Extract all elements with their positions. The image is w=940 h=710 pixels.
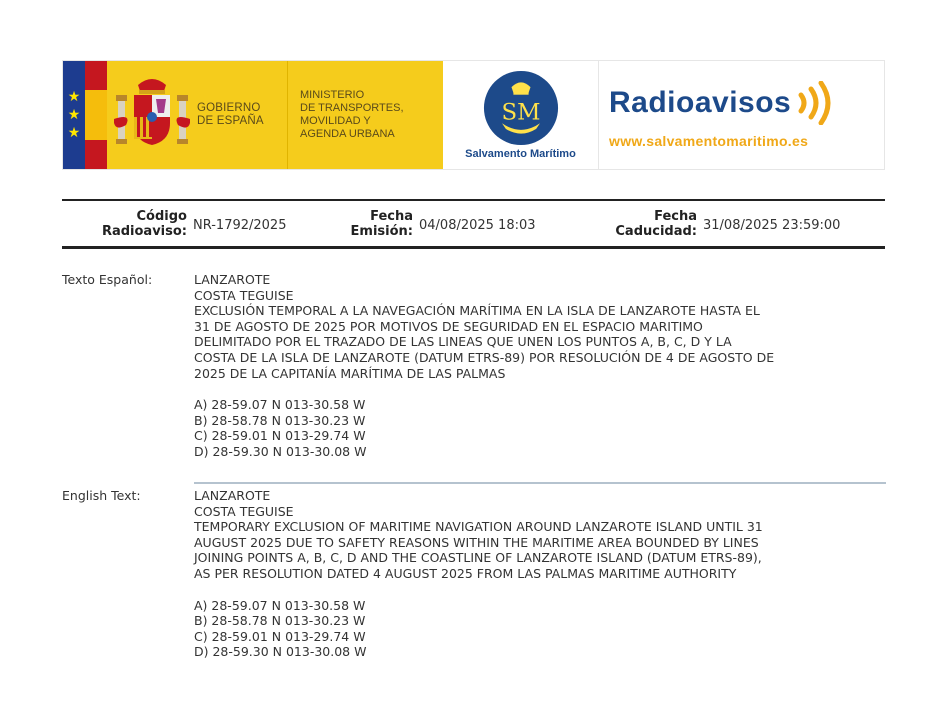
svg-text:SM: SM xyxy=(501,99,540,126)
eu-stars-strip xyxy=(63,61,85,169)
english-text-label: English Text: xyxy=(62,488,141,503)
header-banner xyxy=(62,60,885,170)
government-logo-block xyxy=(63,61,443,169)
sm-name-text: Salvamento Marítimo xyxy=(465,148,576,160)
government-name: GOBIERNO DE ESPAÑA xyxy=(197,102,264,127)
warning-info-bar xyxy=(62,199,885,249)
english-coordinates: A) 28-59.07 N 013-30.58 W B) 28-58.78 N 013-30.23 W C) 28-59.01 N 013-29.74 W D) 28-59.30 N 013-30.08 W xyxy=(194,597,367,660)
coat-of-arms-icon xyxy=(107,61,197,169)
section-divider xyxy=(194,482,886,484)
expiry-date-value: 31/08/2025 23:59:00 xyxy=(703,217,841,233)
radioavisos-logo xyxy=(599,61,884,169)
star-icon: ★ xyxy=(67,125,81,141)
star-icon: ★ xyxy=(67,89,81,105)
star-icon: ★ xyxy=(67,107,81,123)
spanish-text-body: LANZAROTE COSTA TEGUISE EXCLUSIÓN TEMPORAL A LA NAVEGACIÓN MARÍTIMA EN LA ISLA DE LANZAROTE HASTA EL 31 DE AGOSTO DE 2025 POR MOTIVOS DE SEGURIDAD EN EL ESPACIO MARITIMO DELIMITADO POR EL TRAZADO DE LAS LINEAS QUE UNEN LOS PUNTOS A, B, C, D Y LA COSTA DE LA ISLA DE LANZAROTE (DATUM ETRS-89) POR RESOLUCIÓN DE 4 DE AGOSTO DE 2025 DE LA CAPITANÍA MARÍTIMA DE LAS PALMAS A) 28-59.07 N 013-30.58 W B) 28-58.78 N 013-30.23 W C) 28-59.01 N 013-29.74 W D) 28-59.30 N 013-30.08 W xyxy=(194,272,884,460)
spanish-text-label: Texto Español: xyxy=(62,272,153,287)
ministry-name: MINISTERIO DE TRANSPORTES, MOVILIDAD Y AGENDA URBANA xyxy=(287,61,443,169)
spain-flag-strip xyxy=(85,61,107,169)
salvamento-maritimo-logo xyxy=(443,61,599,169)
code-value: NR-1792/2025 xyxy=(193,217,287,233)
website-url: www.salvamentomaritimo.es xyxy=(609,133,809,149)
spanish-coordinates: A) 28-59.07 N 013-30.58 W B) 28-58.78 N 013-30.23 W C) 28-59.01 N 013-29.74 W D) 28-59.30 N 013-30.08 W xyxy=(194,397,367,459)
radioavisos-title: Radioavisos xyxy=(609,86,792,119)
code-label: Código Radioaviso: xyxy=(101,208,187,239)
broadcast-waves-icon xyxy=(795,81,839,125)
english-text-body: LANZAROTE COSTA TEGUISE TEMPORARY EXCLUSION OF MARITIME NAVIGATION AROUND LANZAROTE ISLAND UNTIL 31 AUGUST 2025 DUE TO SAFETY REASONS WITHIN THE MARITIME AREA BOUNDED BY LINES JOINING POINTS A, B, C, D AND THE COASTLINE OF LANZAROTE ISLAND (DATUM ETRS-89), AS PER RESOLUTION DATED 4 AUGUST 2025 FROM LAS PALMAS MARITIME AUTHORITY A) 28-59.07 N 013-30.58 W B) 28-58.78 N 013-30.23 W C) 28-59.01 N 013-29.74 W D) 28-59.30 N 013-30.08 W xyxy=(194,488,884,660)
issue-date-value: 04/08/2025 18:03 xyxy=(419,217,536,233)
issue-date-label: Fecha Emisión: xyxy=(350,208,413,239)
sm-emblem-icon xyxy=(483,70,559,146)
expiry-date-label: Fecha Caducidad: xyxy=(615,208,697,239)
